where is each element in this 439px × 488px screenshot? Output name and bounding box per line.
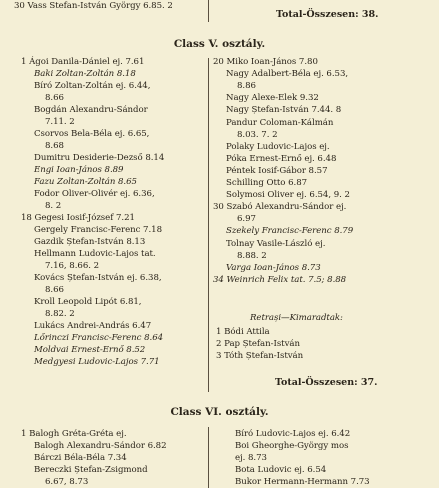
class5-right-entry: Péntek Iosif-Gábor 8.57	[226, 165, 328, 176]
class5-right-entry: 30 Szabó Alexandru-Sándor ej.	[213, 202, 347, 213]
class6-left-entry: Bereczki Ștefan-Zsigmond	[34, 465, 148, 475]
total-class5: Total-Összesen: 37.	[275, 377, 378, 388]
class5-left-entry: 8.66	[45, 93, 64, 103]
class6-left-entry: Bárczi Béla-Béla 7.34	[34, 453, 127, 463]
class5-left-entry: Bíró Zoltan-Zoltán ej. 6.44,	[34, 81, 151, 91]
class5-left-entry: Medgyesi Ludovic-Lajos 7.71	[34, 357, 160, 367]
class5-left-entry: 18 Gegesi Iosif-József 7.21	[21, 213, 135, 223]
class5-left-entry: Moldvai Ernest-Ernő 8.52	[34, 345, 146, 355]
class6-heading: Class VI. osztály.	[170, 406, 269, 418]
class5-left-entry: Lőrinczi Francisc-Ferenc 8.64	[34, 333, 164, 343]
column-divider-class5	[208, 58, 209, 392]
class5-right-entry: Polaky Ludovic-Lajos ej.	[226, 141, 330, 152]
class5-right-entry: 6.97	[237, 214, 256, 225]
retreat-entry: 2 Pap Ștefan-István	[216, 339, 300, 349]
class5-left-entry: Gazdik Ștefan-István 8.13	[34, 237, 146, 247]
class5-left-entry: Engi Ioan-János 8.89	[34, 165, 124, 175]
class5-right-entry: 20 Miko Ioan-János 7.80	[213, 57, 318, 67]
retreat-entry: 3 Tóth Ștefan-István	[216, 351, 304, 361]
class5-left-entry: 8.66	[45, 285, 64, 295]
class6-right-entry: ej. 8.73	[235, 453, 267, 463]
class5-right-entry: Schilling Otto 6.87	[226, 178, 308, 188]
class5-left-entry: Bogdán Alexandru-Sándor	[34, 105, 148, 115]
retreat-entry: 1 Bódi Attila	[216, 327, 270, 337]
class5-right-entry: Szekely Francisc-Ferenc 8.79	[226, 226, 354, 237]
class6-right-entry: Bíró Ludovic-Lajos ej. 6.42	[235, 429, 351, 439]
class6-right-entry: Boi Gheorghe-György mos	[235, 441, 349, 451]
class5-right-entry: Varga Ioan-János 8.73	[226, 262, 321, 273]
class5-right-entry: Solymosi Oliver ej. 6.54, 9. 2	[226, 190, 350, 201]
class5-left-entry: 8. 2	[45, 201, 62, 211]
class5-left-entry: Baki Zoltan-Zoltán 8.18	[34, 69, 136, 79]
class6-left-entry: 1 Balogh Gréta-Gréta ej.	[21, 429, 127, 439]
column-divider-top	[208, 0, 209, 22]
class5-right-entry: 8.88. 2	[237, 250, 267, 261]
class5-left-entry: 7.16, 8.66. 2	[45, 261, 100, 271]
class5-left-entry: 1 Ágoi Danila-Dániel ej. 7.61	[21, 57, 145, 67]
retreat-heading: Retrași—Kimaradtak:	[250, 313, 343, 323]
column-divider-class6	[208, 427, 209, 488]
class5-right-entry: 8.03. 7. 2	[237, 129, 278, 140]
class6-left-entry: Balogh Alexandru-Sándor 6.82	[34, 441, 167, 451]
class6-left-entry: 6.67, 8.73	[45, 477, 89, 487]
class5-left-entry: Gergely Francisc-Ferenc 7.18	[34, 225, 162, 235]
total-top: Total-Összesen: 38.	[276, 9, 379, 20]
class5-left-entry: Kroll Leopold Lipót 6.81,	[34, 297, 142, 307]
class5-left-entry: Hellmann Ludovic-Lajos tat.	[34, 249, 156, 259]
class5-right-entry: Tolnay Vasile-László ej.	[226, 238, 326, 249]
class5-left-entry: Lukács Andrei-András 6.47	[34, 321, 152, 331]
class5-right-entry: Nagy Alexe-Elek 9.32	[226, 93, 319, 104]
class5-left-entry: Fodor Oliver-Olivér ej. 6.36,	[34, 189, 155, 199]
class5-left-entry: Csorvos Bela-Béla ej. 6.65,	[34, 129, 150, 139]
class5-left-entry: 8.82. 2	[45, 309, 75, 319]
class6-right-entry: Bukor Hermann-Hermann 7.73	[235, 477, 370, 487]
class5-right-entry: Póka Ernest-Ernő ej. 6.48	[226, 153, 337, 164]
class5-left-entry: Dumitru Desiderie-Dezső 8.14	[34, 153, 165, 163]
class5-left-entry: 8.68	[45, 141, 64, 151]
class5-right-entry: Nagy Adalbert-Béla ej. 6.53,	[226, 69, 349, 80]
class5-left-entry: 7.11. 2	[45, 117, 75, 127]
class5-right-entry: 34 Weinrich Felix tat. 7.5; 8.88	[213, 274, 347, 285]
top-entry: 30 Vass Stefan-István György 6.85. 2	[14, 1, 173, 11]
class6-right-entry: Bota Ludovic ej. 6.54	[235, 465, 327, 475]
class5-right-entry: 8.86	[237, 81, 256, 92]
class5-heading: Class V. osztály.	[173, 38, 266, 50]
class5-right-entry: Pandur Coloman-Kálmán	[226, 117, 334, 128]
class5-right-entry: Nagy Ștefan-István 7.44. 8	[226, 105, 342, 116]
class5-left-entry: Kovács Ștefan-István ej. 6.38,	[34, 273, 162, 283]
class5-left-entry: Fazu Zoltan-Zoltán 8.65	[34, 177, 137, 187]
